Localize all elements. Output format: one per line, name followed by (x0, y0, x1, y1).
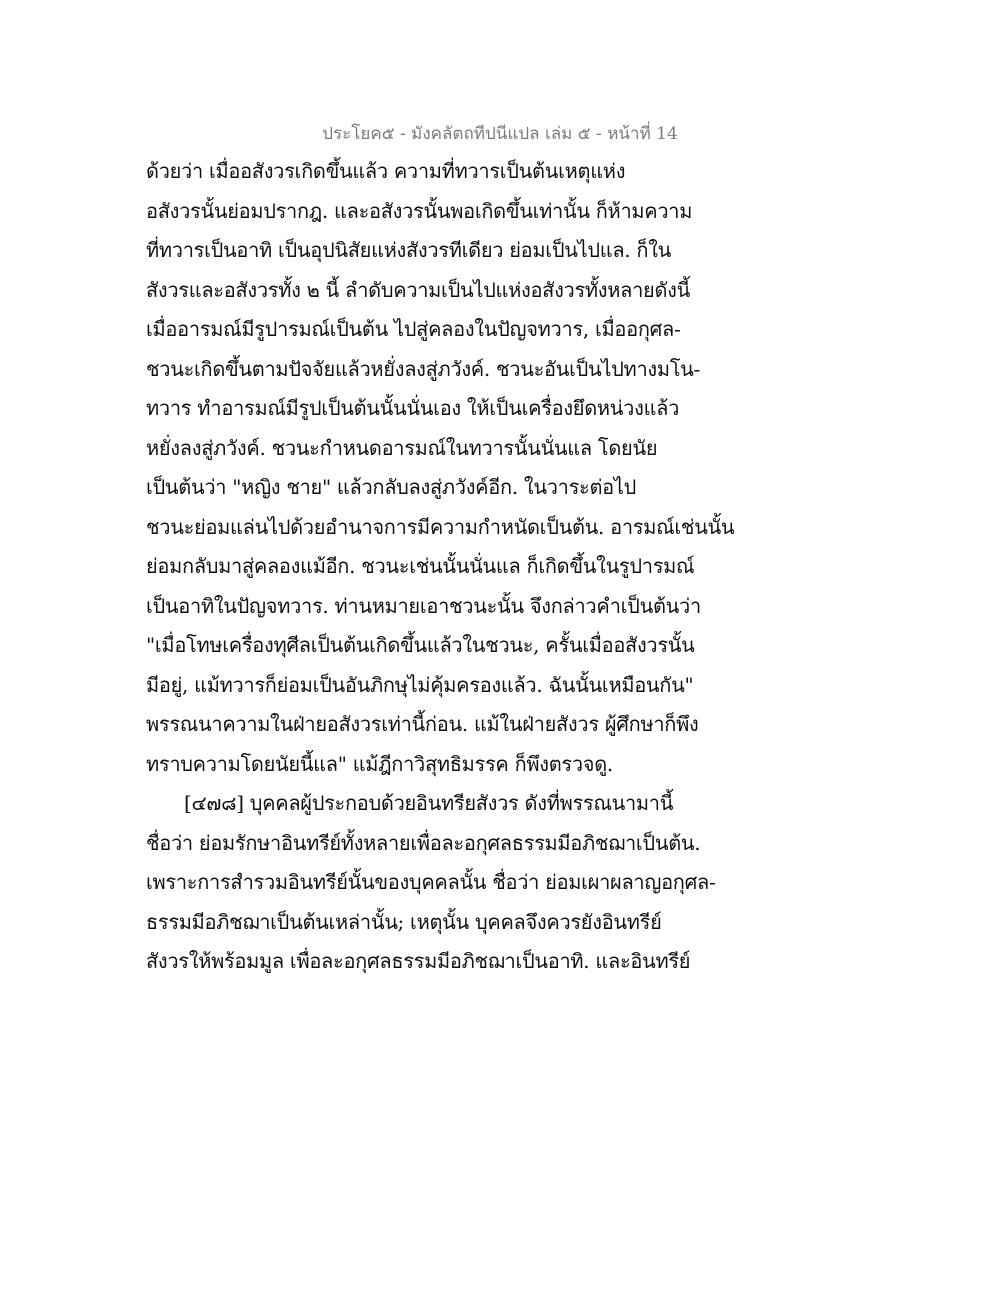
text-line: "เมื่อโทษเครื่องทุศีลเป็นต้นเกิดขึ้นแล้วในชวนะ, ครั้นเมื่ออสังวรนั้น (146, 633, 695, 657)
text-line: ย่อมกลับมาสู่คลองแม้อีก. ชวนะเช่นนั้นนั่นแล ก็เกิดขึ้นในรูปารมณ์ (146, 554, 695, 578)
text-line: มีอยู่, แม้ทวารก็ย่อมเป็นอันภิกษุไม่คุ้มครองแล้ว. ฉันนั้นเหมือนกัน" (146, 672, 694, 697)
text-line: ด้วยว่า เมื่ออสังวรเกิดขึ้นแล้ว ความที่ทวารเป็นต้นเหตุแห่ง (146, 159, 626, 183)
text-line: หยั่งลงสู่ภวังค์. ชวนะกำหนดอารมณ์ในทวารนั้นนั่นแล โดยนัย (146, 435, 658, 460)
text-line: ธรรมมีอภิชฌาเป็นต้นเหล่านั้น; เหตุนั้น บุคคลจึงควรยังอินทรีย์ (146, 909, 662, 934)
text-line: เป็นต้นว่า "หญิง ชาย" แล้วกลับลงสู่ภวังค์อีก. ในวาระต่อไป (146, 475, 637, 499)
text-line: พรรณนาความในฝ่ายอสังวรเท่านี้ก่อน. แม้ในฝ่ายสังวร ผู้ศึกษาก็พึง (146, 712, 699, 736)
text-line: เป็นอาทิในปัญจทวาร. ท่านหมายเอาชวนะนั้น จึงกล่าวคำเป็นต้นว่า (146, 593, 701, 618)
text-line: อสังวรนั้นย่อมปรากฎ. และอสังวรนั้นพอเกิดขึ้นเท่านั้น ก็ห้ามความ (146, 198, 693, 223)
text-line: เมื่ออารมณ์มีรูปารมณ์เป็นต้น ไปสู่คลองในปัญจทวาร, เมื่ออกุศล- (146, 317, 681, 341)
text-line: ทราบความโดยนัยนี้แล" แม้ฎีกาวิสุทธิมรรค ก็พึงตรวจดู. (146, 751, 613, 776)
text-line: สังวรให้พร้อมมูล เพื่อละอกุศลธรรมมีอภิชฌาเป็นอาทิ. และอินทรีย์ (146, 949, 691, 973)
text-line: ชวนะย่อมแล่นไปด้วยอำนาจการมีความกำหนัดเป็นต้น. อารมณ์เช่นนั้น (146, 514, 735, 539)
text-line: ทวาร ทำอารมณ์มีรูปเป็นต้นนั้นนั่นเอง ให้เป็นเครื่องยึดหน่วงแล้ว (146, 396, 680, 420)
body-text (146, 152, 866, 982)
paragraph-start-line: [๔๗๘] บุคคลผู้ประกอบด้วยอินทรียสังวร ดังที่พรรณนามานี้ (184, 791, 674, 815)
text-line: ชวนะเกิดขึ้นตามปัจจัยแล้วหยั่งลงสู่ภวังค์. ชวนะอันเป็นไปทางมโน- (146, 356, 700, 381)
text-line: ที่ทวารเป็นอาทิ เป็นอุปนิสัยแห่งสังวรทีเดียว ย่อมเป็นไปแล. ก็ใน (146, 238, 672, 262)
text-line: เพราะการสำรวมอินทรีย์นั้นของบุคคลนั้น ชื่อว่า ย่อมเผาผลาญอกุศล- (146, 870, 716, 894)
running-head: ประโยค๕ - มังคลัตถทีปนีแปล เล่ม ๕ - หน้าที่ 14 (322, 124, 678, 144)
text-line: สังวรและอสังวรทั้ง ๒ นี้ ลำดับความเป็นไปแห่งอสังวรทั้งหลายดังนี้ (146, 277, 690, 302)
text-line: ชื่อว่า ย่อมรักษาอินทรีย์ทั้งหลายเพื่อละอกุศลธรรมมีอภิชฌาเป็นต้น. (146, 830, 701, 855)
